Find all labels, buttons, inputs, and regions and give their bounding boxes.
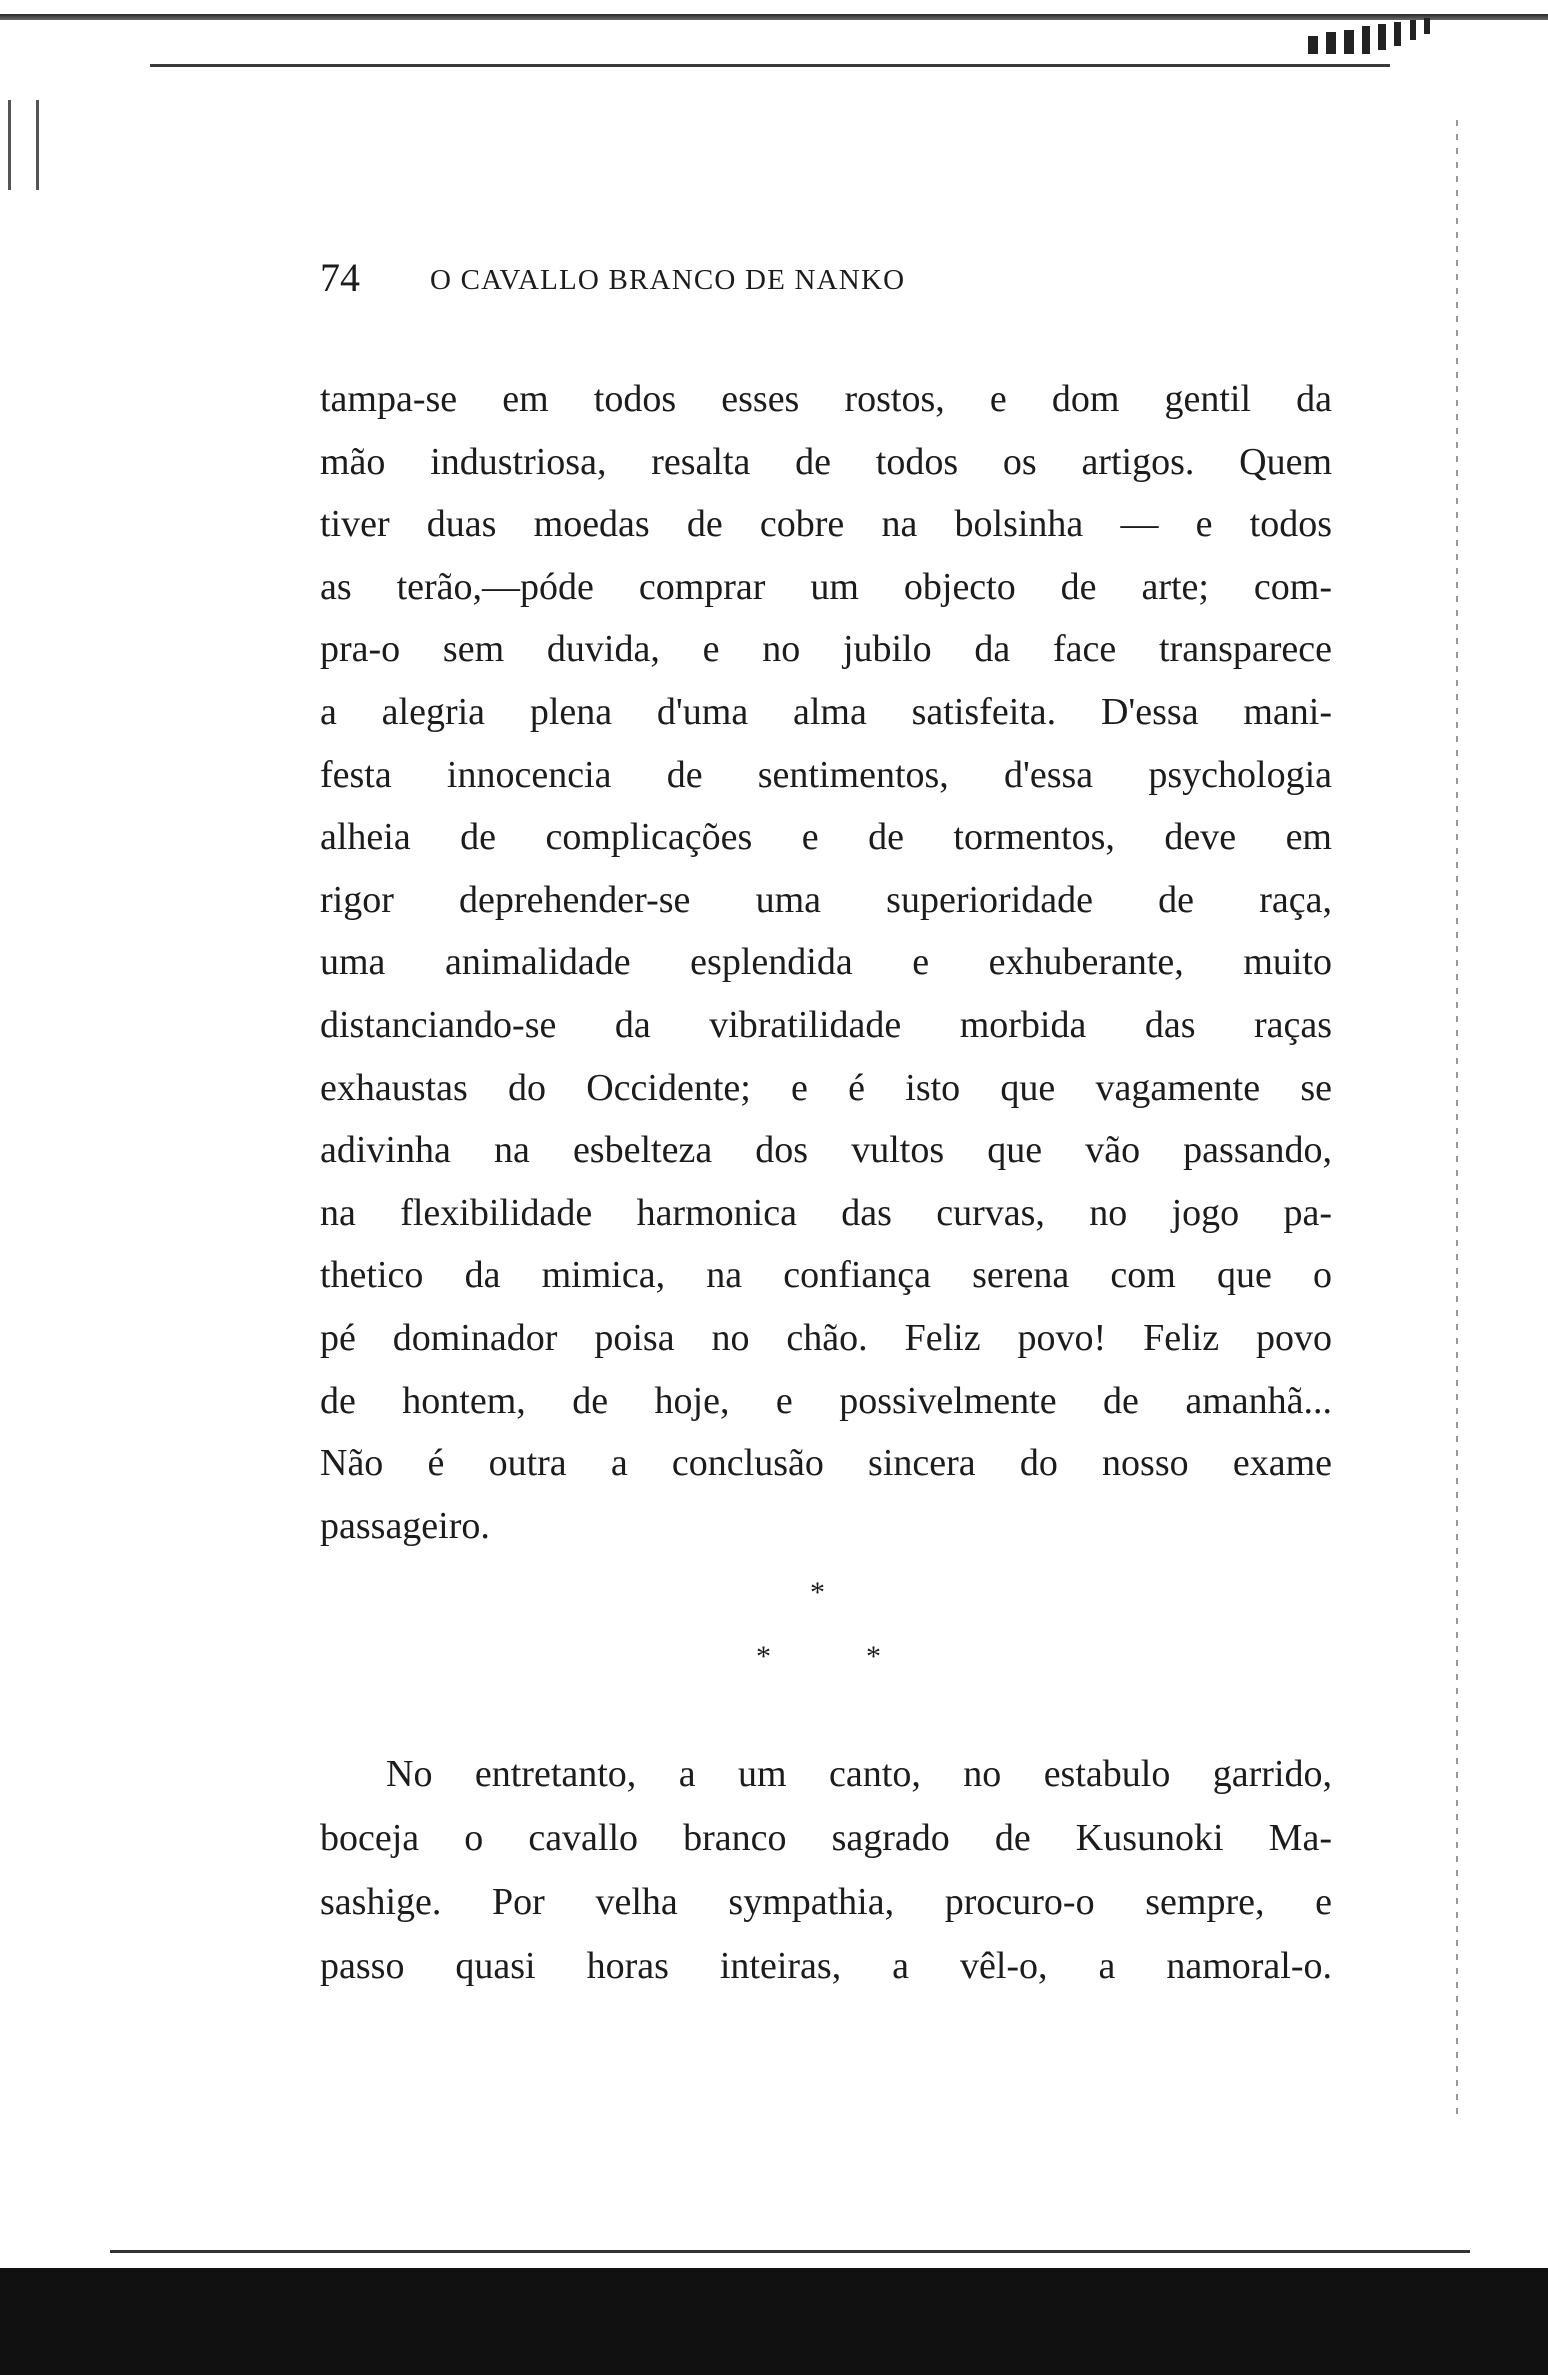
text-line: na flexibilidade harmonica das curvas, no jogo pa- [320,1191,1332,1234]
text-line: sashige. Por velha sympathia, procuro-o sempre, e [320,1881,1332,1923]
text-line: de hontem, de hoje, e possivelmente de amanhã... [320,1379,1332,1422]
text-line: passo quasi horas inteiras, a vêl-o, a namoral-o. [320,1945,1332,1987]
text-line: passageiro. [320,1504,490,1547]
text-line: pé dominador poisa no chão. Feliz povo! Feliz povo [320,1316,1332,1359]
text-line: tiver duas moedas de cobre na bolsinha — e todos [320,503,1332,546]
text-line: Não é outra a conclusão sincera do nosso exame [320,1442,1332,1485]
paragraph-2 [320,1742,1332,1998]
left-scan-mark [8,100,11,190]
left-scan-mark-2 [36,100,39,190]
text-line: festa innocencia de sentimentos, d'essa psychologia [320,753,1332,796]
text-line: mão industriosa, resalta de todos os artigos. Quem [320,440,1332,483]
text-line: a alegria plena d'uma alma satisfeita. D'essa mani- [320,690,1332,733]
text-line: exhaustas do Occidente; e é isto que vagamente se [320,1066,1332,1109]
bottom-scan-rule-thin [110,2250,1470,2253]
right-binding-line [1456,120,1458,2120]
text-line: pra-o sem duvida, e no jubilo da face transparece [320,628,1332,671]
running-title: O CAVALLO BRANCO DE NANKO [430,264,906,296]
text-line: No entretanto, a um canto, no estabulo garrido, [386,1753,1332,1795]
asterisk-icon: * [756,1640,771,1673]
text-line: tampa-se em todos esses rostos, e dom gentil da [320,378,1332,420]
text-line: distanciando-se da vibratilidade morbida das raças [320,1003,1332,1046]
asterisk-icon: * [866,1640,881,1673]
paragraph-1 [320,368,1332,1557]
text-line: rigor deprehender-se uma superioridade de raça, [320,878,1332,921]
text-line: thetico da mimica, na confiança serena com que o [320,1254,1332,1297]
asterisk-icon: * [810,1576,825,1609]
text-line: boceja o cavallo branco sagrado de Kusunoki Ma- [320,1817,1332,1859]
text-line: alheia de complicações e de tormentos, deve em [320,816,1332,859]
bottom-scan-border [0,2268,1548,2375]
top-scan-rule-thin [150,64,1390,67]
text-line: as terão,—póde comprar um objecto de arte; com- [320,565,1332,608]
running-head [320,254,1320,302]
text-line: uma animalidade esplendida e exhuberante, muito [320,941,1332,984]
library-stamp-icon [1300,16,1450,60]
text-line: adivinha na esbelteza dos vultos que vão passando, [320,1129,1332,1172]
asterism-divider [700,1570,960,1680]
page-number: 74 [320,255,360,300]
